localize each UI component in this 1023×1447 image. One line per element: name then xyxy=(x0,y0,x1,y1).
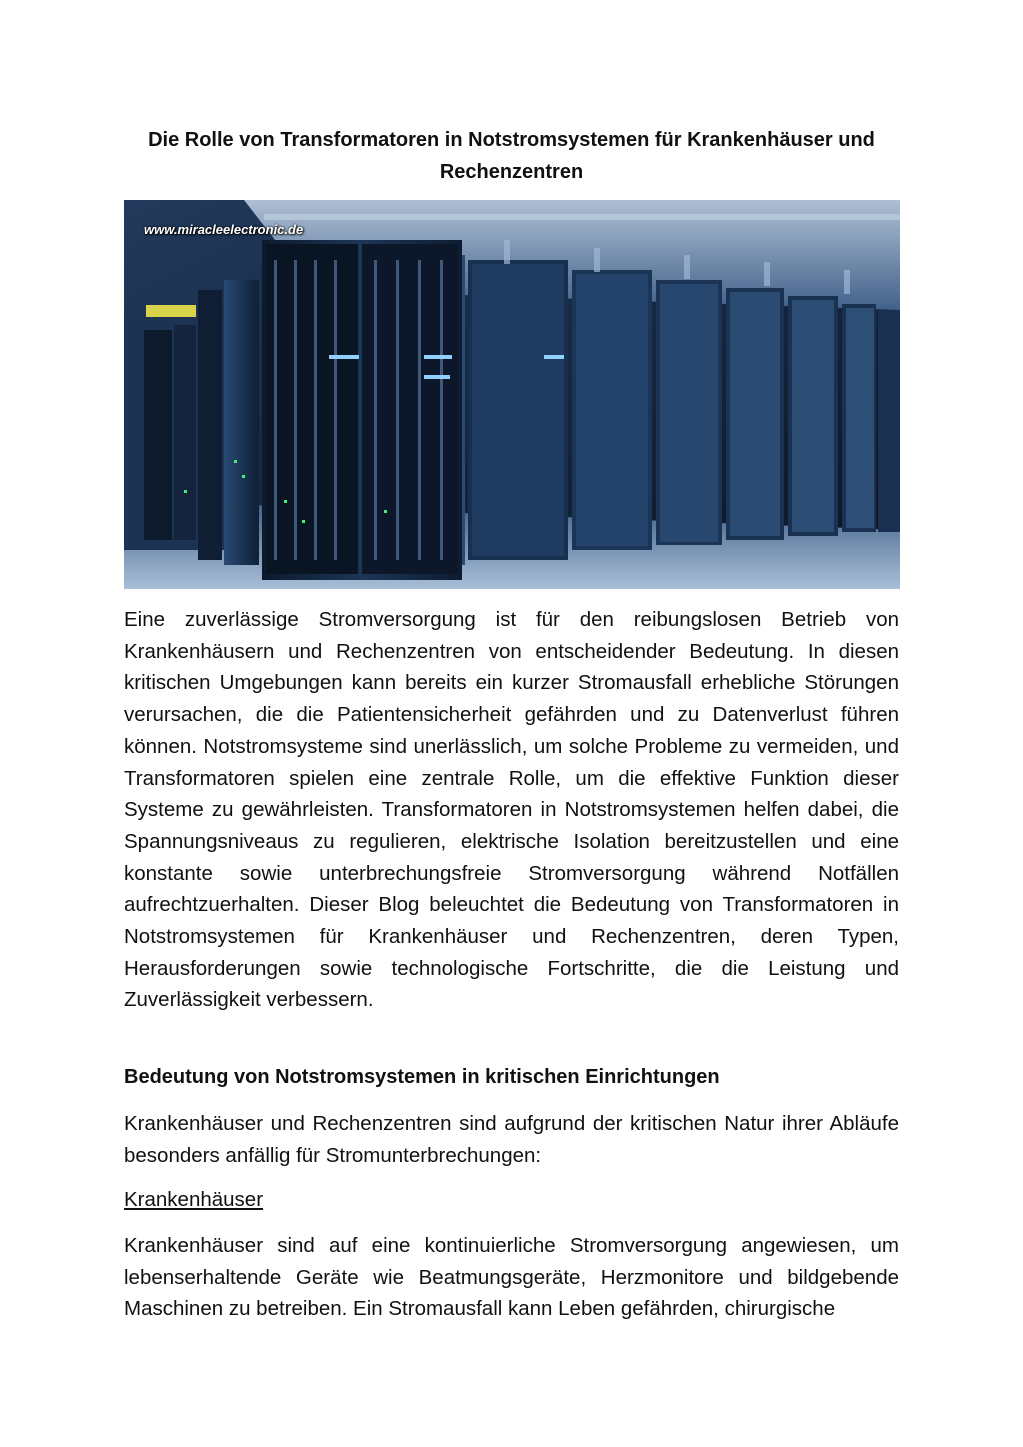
section-paragraph: Krankenhäuser und Rechenzentren sind aufgrund der kritischen Natur ihrer Abläufe besonders anfällig für Stromunterbrechungen: xyxy=(124,1112,899,1167)
image-watermark: www.miracleelectronic.de xyxy=(144,222,304,237)
intro-paragraph: Eine zuverlässige Stromversorgung ist für den reibungslosen Betrieb von Krankenhäusern und Rechenzentren von entscheidender Bedeutung. In diesen kritischen Umgebungen kann bereits ein kurzer Stromausfall erhebliche Störungen verursachen, die die Patientensicherheit gefährden und zu Datenverlust führen können. Notstromsysteme sind unerlässlich, um solche Probleme zu vermeiden, und Transformatoren spielen eine zentrale Rolle, um die effektive Funktion dieser Systeme zu gewährleisten. Transformatoren in Notstromsystemen helfen dabei, die Spannungsniveaus zu regulieren, elektrische Isolation bereitzustellen und eine konstante sowie unterbrechungsfreie Stromversorgung während Notfällen aufrechtzuerhalten. Dieser Blog beleuchtet die Bedeutung von Transformatoren in Notstromsystemen für Krankenhäuser und Rechenzentren, deren Typen, Herausforderungen sowie technologische Fortschritte, die die Leistung und Zuverlässigkeit verbessern. xyxy=(124,608,899,1012)
hospitals-paragraph: Krankenhäuser sind auf eine kontinuierliche Stromversorgung angewiesen, um lebenserhaltende Geräte wie Beatmungsgeräte, Herzmonitore und bildgebende Maschinen zu betreiben. Ein Stromausfall kann Leben gefährden, chirurgische xyxy=(124,1234,899,1321)
section-heading: Bedeutung von Notstromsystemen in kritischen Einrichtungen xyxy=(124,1066,720,1088)
subheading-hospitals: Krankenhäuser xyxy=(124,1188,264,1211)
server-room-illustration xyxy=(124,200,900,589)
document-title: Die Rolle von Transformatoren in Notstromsystemen für Krankenhäuser und Rechenzentren xyxy=(148,129,875,183)
server-room-image xyxy=(124,200,900,589)
